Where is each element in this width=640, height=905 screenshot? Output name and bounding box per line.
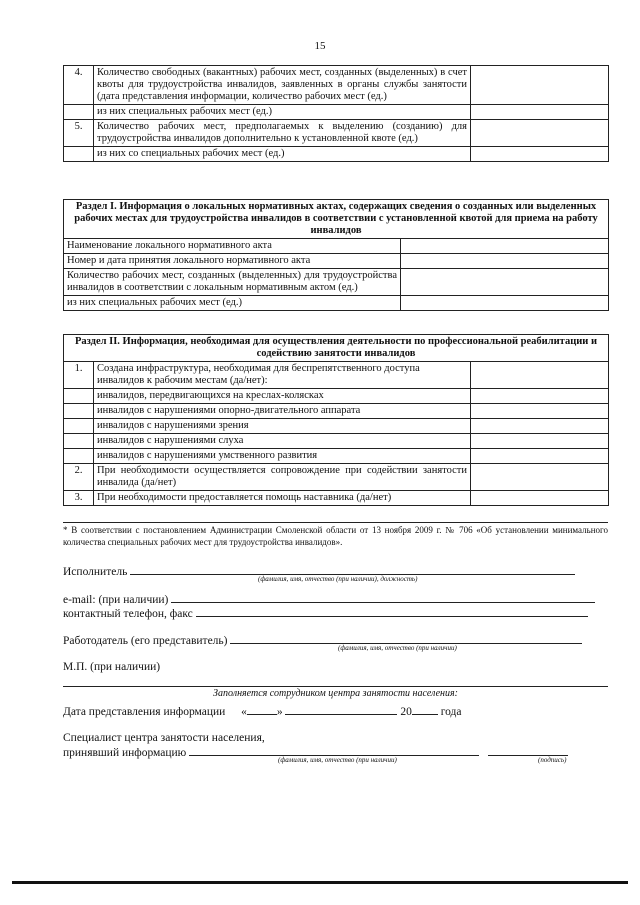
- row-label: инвалидов, передвигающихся на креслах-колясках: [94, 389, 471, 404]
- row-number: [64, 147, 94, 162]
- section2-heading: Раздел II. Информация, необходимая для осуществления деятельности по профессиональной реабилитации и содействию занятости инвалидов: [64, 335, 609, 362]
- section-heading-row: [64, 335, 609, 362]
- row-label: При необходимости осуществляется сопровождение при содействии занятости инвалида (да/нет): [94, 464, 471, 491]
- row-label: из них специальных рабочих мест (ед.): [94, 105, 471, 120]
- row-value[interactable]: [401, 254, 609, 269]
- row-value[interactable]: [471, 419, 609, 434]
- email-label: e-mail: (при наличии): [63, 594, 169, 606]
- row-value[interactable]: [401, 269, 609, 296]
- date-year-prefix: 20: [400, 706, 412, 718]
- center-note: Заполняется сотрудником центра занятости населения:: [213, 688, 458, 699]
- row-label: из них специальных рабочих мест (ед.): [64, 296, 401, 311]
- date-year-suffix: года: [440, 706, 462, 718]
- table-row: [64, 120, 609, 147]
- row-value[interactable]: [471, 120, 609, 147]
- row-number: [64, 389, 94, 404]
- quota-table: [63, 65, 609, 162]
- phone-row: [63, 605, 608, 621]
- date-month-field[interactable]: [285, 703, 397, 715]
- date-label: Дата представления информации: [63, 706, 226, 718]
- table-row: [64, 362, 609, 389]
- row-label: из них со специальных рабочих мест (ед.): [94, 147, 471, 162]
- stamp-row: [63, 660, 608, 674]
- date-day-field[interactable]: [247, 703, 277, 715]
- section-heading-row: [64, 200, 609, 239]
- row-label: Создана инфраструктура, необходимая для беспрепятственного доступа инвалидов к рабочим местам (да/нет):: [94, 362, 471, 389]
- row-number: 2.: [64, 464, 94, 491]
- section1-table: [63, 199, 609, 311]
- row-label: инвалидов с нарушениями слуха: [94, 434, 471, 449]
- signature-hint: (подпись): [538, 756, 567, 764]
- table-row: [64, 449, 609, 464]
- footnote: * В соответствии с постановлением Администрации Смоленской области от 13 ноября 2009 г. № 706 «Об установлении минимального количества специальных рабочих мест для трудоустройства инвалидов».: [63, 522, 608, 548]
- table-row: [64, 491, 609, 506]
- executor-hint: (фамилия, имя, отчество (при наличии), должность): [258, 575, 418, 583]
- phone-label: контактный телефон, факс: [63, 608, 193, 620]
- specialist-hint: (фамилия, имя, отчество (при наличии): [278, 756, 397, 764]
- specialist-row-1: [63, 731, 608, 745]
- executor-label: Исполнитель: [63, 566, 128, 578]
- date-close-quote: »: [276, 706, 283, 718]
- date-row: [63, 703, 608, 719]
- row-number: [64, 419, 94, 434]
- row-value[interactable]: [401, 239, 609, 254]
- row-value[interactable]: [471, 404, 609, 419]
- row-number: [64, 105, 94, 120]
- specialist-label-1: Специалист центра занятости населения,: [63, 732, 265, 744]
- date-open-quote: «: [241, 706, 247, 718]
- row-label: инвалидов с нарушениями зрения: [94, 419, 471, 434]
- row-value[interactable]: [471, 434, 609, 449]
- section2-table: [63, 334, 609, 506]
- section1-heading: Раздел I. Информация о локальных нормативных актах, содержащих сведения о созданных или выделенных рабочих местах для трудоустройства инвалидов в соответствии с установленной квотой для приема на работу инвалидов: [64, 200, 609, 239]
- phone-field[interactable]: [196, 605, 588, 617]
- row-number: [64, 434, 94, 449]
- row-value[interactable]: [471, 389, 609, 404]
- table-row: [64, 296, 609, 311]
- row-label: При необходимости предоставляется помощь наставника (да/нет): [94, 491, 471, 506]
- row-value[interactable]: [471, 362, 609, 389]
- row-number: 1.: [64, 362, 94, 389]
- specialist-label-2: принявший информацию: [63, 747, 187, 759]
- table-row: [64, 404, 609, 419]
- row-number: 5.: [64, 120, 94, 147]
- row-number: 4.: [64, 66, 94, 105]
- date-year-field[interactable]: [412, 703, 438, 715]
- row-label: инвалидов с нарушениями умственного развития: [94, 449, 471, 464]
- table-row: [64, 464, 609, 491]
- employer-field[interactable]: [230, 632, 582, 644]
- email-field[interactable]: [171, 591, 595, 603]
- table-row: [64, 66, 609, 105]
- row-number: [64, 449, 94, 464]
- row-label: Наименование локального нормативного акта: [64, 239, 401, 254]
- table-row: [64, 269, 609, 296]
- row-value[interactable]: [471, 491, 609, 506]
- row-value[interactable]: [471, 147, 609, 162]
- row-number: [64, 404, 94, 419]
- row-label: Номер и дата принятия локального нормативного акта: [64, 254, 401, 269]
- row-value[interactable]: [471, 449, 609, 464]
- table-row: [64, 239, 609, 254]
- employer-row: [63, 632, 608, 648]
- table-row: [64, 389, 609, 404]
- row-value[interactable]: [471, 464, 609, 491]
- table-row: [64, 434, 609, 449]
- row-value[interactable]: [401, 296, 609, 311]
- row-label: Количество рабочих мест, созданных (выделенных) для трудоустройства инвалидов в соответствии с локальным нормативным актом (ед.): [64, 269, 401, 296]
- table-row: [64, 147, 609, 162]
- specialist-signature-field[interactable]: [488, 744, 568, 756]
- row-number: 3.: [64, 491, 94, 506]
- table-row: [64, 254, 609, 269]
- page-bottom-border: [12, 881, 628, 884]
- row-value[interactable]: [471, 105, 609, 120]
- page-number: 15: [314, 40, 326, 52]
- row-label: Количество рабочих мест, предполагаемых к выделению (созданию) для трудоустройства инвалидов дополнительно к установленной квоте (ед.): [94, 120, 471, 147]
- employer-label: Работодатель (его представитель): [63, 635, 228, 647]
- table-row: [64, 419, 609, 434]
- employer-hint: (фамилия, имя, отчество (при наличии): [338, 644, 457, 652]
- separator-line: [63, 686, 608, 687]
- row-value[interactable]: [471, 66, 609, 105]
- row-label: инвалидов с нарушениями опорно-двигательного аппарата: [94, 404, 471, 419]
- executor-field[interactable]: [130, 563, 575, 575]
- row-label: Количество свободных (вакантных) рабочих мест, созданных (выделенных) в счет квоты для трудоустройства инвалидов, заявленных в органы службы занятости (дата представления информации, количество рабочих мест (ед.): [94, 66, 471, 105]
- specialist-name-field[interactable]: [189, 744, 479, 756]
- table-row: [64, 105, 609, 120]
- stamp-label: М.П. (при наличии): [63, 661, 161, 673]
